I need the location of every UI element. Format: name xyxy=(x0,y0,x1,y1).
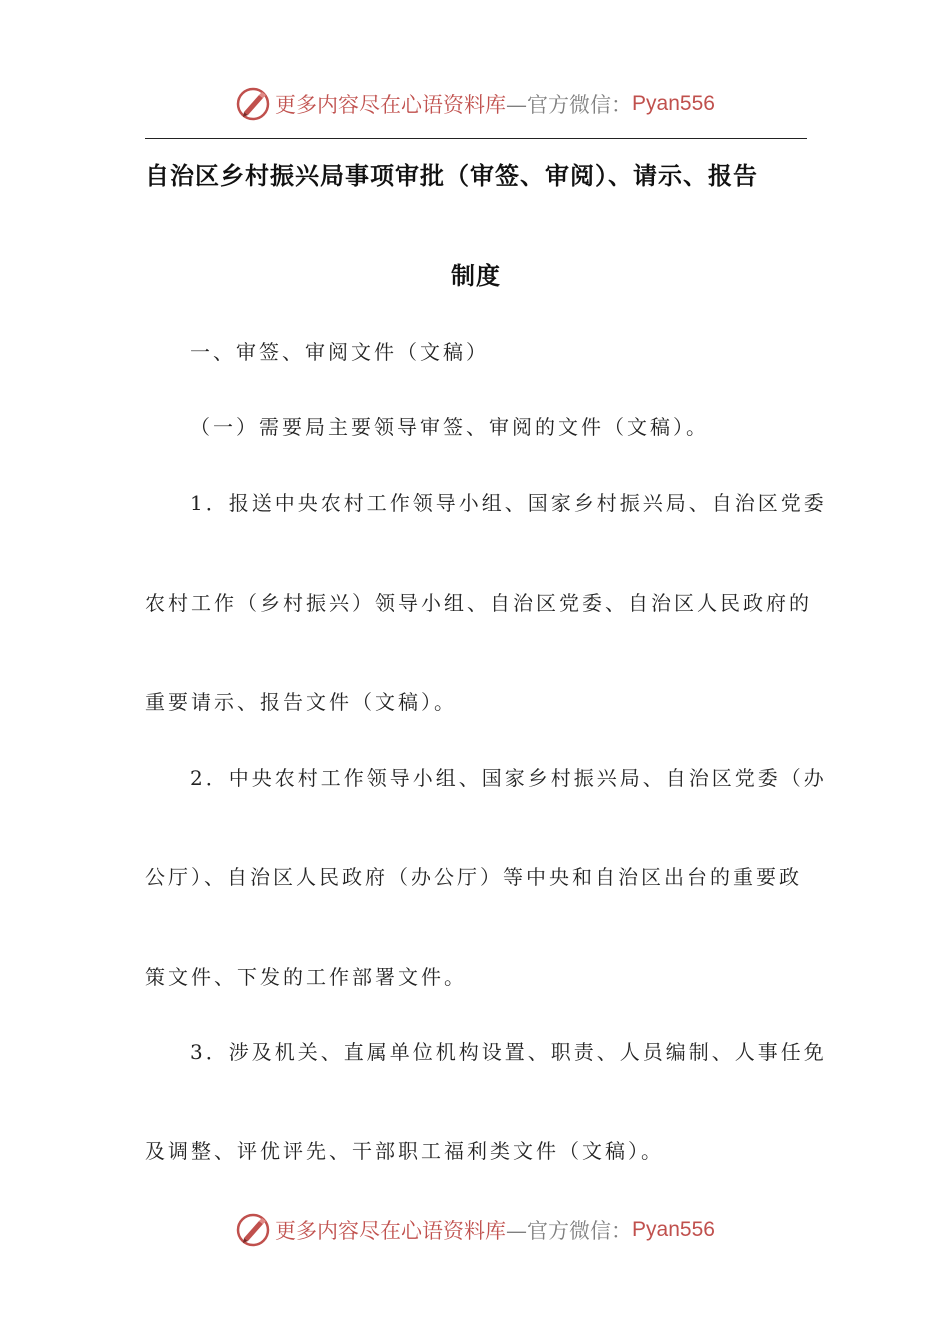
watermark-site-text: 更多内容尽在心语资料库 xyxy=(275,1219,507,1243)
paragraph-line: 重要请示、报告文件（文稿）。 xyxy=(145,690,457,714)
paragraph-line: 3．涉及机关、直属单位机构设置、职责、人员编制、人事任免 xyxy=(190,1040,827,1064)
pen-logo-icon xyxy=(235,1212,271,1248)
watermark-banner-bottom xyxy=(0,1210,950,1250)
header-rule xyxy=(145,138,807,139)
paragraph-line: 2．中央农村工作领导小组、国家乡村振兴局、自治区党委（办 xyxy=(190,766,827,790)
paragraph-line: 农村工作（乡村振兴）领导小组、自治区党委、自治区人民政府的 xyxy=(145,591,812,615)
pen-logo-icon xyxy=(235,86,271,122)
watermark-dash-text: —官方微信： xyxy=(506,1219,633,1243)
watermark-site-text: 更多内容尽在心语资料库 xyxy=(275,93,507,117)
paragraph-line: 及调整、评优评先、干部职工福利类文件（文稿）。 xyxy=(145,1139,664,1163)
watermark-wechat-id: Pyan556 xyxy=(632,1218,715,1241)
paragraph-line: 策文件、下发的工作部署文件。 xyxy=(145,965,467,989)
watermark-dash-text: —官方微信： xyxy=(506,93,633,117)
paragraph-line: 1．报送中央农村工作领导小组、国家乡村振兴局、自治区党委 xyxy=(190,491,827,515)
watermark-banner-top xyxy=(0,84,950,124)
watermark-wechat-id: Pyan556 xyxy=(632,92,715,115)
section-heading: 一、审签、审阅文件（文稿） xyxy=(190,340,489,364)
document-title-line-2: 制度 xyxy=(451,262,501,290)
document-title-line-1: 自治区乡村振兴局事项审批（审签、审阅）、请示、报告 xyxy=(145,162,758,190)
subsection-heading: （一）需要局主要领导审签、审阅的文件（文稿）。 xyxy=(190,415,709,439)
paragraph-line: 公厅）、自治区人民政府（办公厅）等中央和自治区出台的重要政 xyxy=(145,865,802,889)
